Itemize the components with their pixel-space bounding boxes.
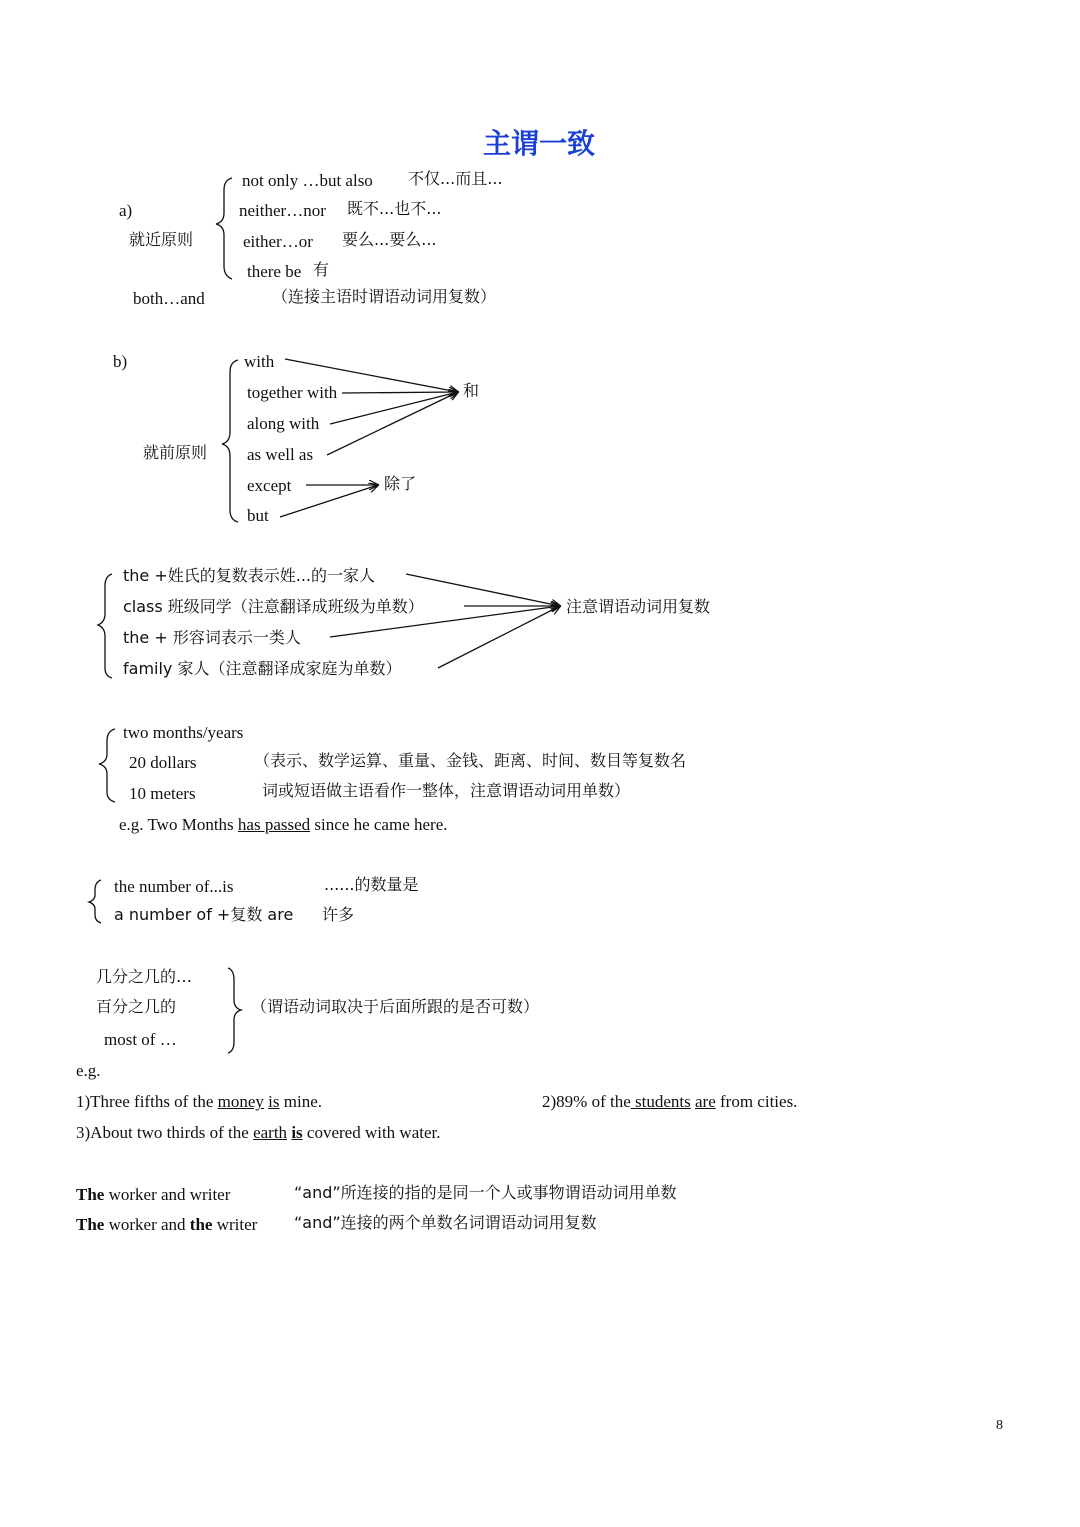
section-b-label: b): [113, 352, 128, 371]
section-e-row2-cn: 许多: [322, 905, 355, 924]
example-verb: are: [695, 1092, 716, 1111]
section-c-target: 注意谓语动词用复数: [566, 597, 711, 616]
example-2: [542, 1093, 797, 1110]
section-c-item: the +姓氏的复数表示姓...的一家人: [123, 566, 376, 585]
example-text: e.g. Two Months: [119, 815, 238, 834]
page-number: 8: [996, 1418, 1003, 1433]
section-a-item-cn: 不仅...而且...: [408, 169, 503, 188]
example-verb: is: [268, 1092, 280, 1111]
section-d-note: （表示、数学运算、重量、金钱、距离、时间、数目等复数名: [254, 751, 687, 770]
arrow-together-with: [342, 392, 458, 393]
section-g-row2-note: “and”连接的两个单数名词谓语动词用复数: [294, 1213, 597, 1232]
brace-b: [222, 360, 238, 522]
section-a-item-en: neither…nor: [239, 201, 326, 220]
arrow-c1: [406, 574, 560, 606]
section-a-principle: 就近原则: [129, 230, 194, 249]
section-d-note: 词或短语做主语看作一整体，注意谓语动词用单数）: [262, 781, 631, 800]
arrow-along-with: [330, 392, 458, 424]
arrow-but: [280, 485, 378, 517]
article-bold: the: [189, 1215, 213, 1234]
section-c-item: family 家人（注意翻译成家庭为单数）: [123, 659, 402, 678]
section-d-item: 10 meters: [129, 784, 196, 803]
page-title: 主谓一致: [483, 127, 596, 160]
section-b-item: except: [247, 476, 292, 495]
section-d-item: two months/years: [123, 723, 244, 742]
brace-f: [228, 968, 241, 1053]
section-b-principle: 就前原则: [143, 443, 208, 462]
section-d-example: [119, 816, 448, 833]
section-d-item: 20 dollars: [129, 753, 197, 772]
example-noun: students: [630, 1092, 691, 1111]
example-text: 1)Three fifths of the: [76, 1092, 218, 1111]
example-text: 2)89% of the: [542, 1092, 631, 1111]
section-b-target-and: 和: [463, 381, 480, 400]
eg-label: e.g.: [76, 1061, 101, 1080]
section-f-item: most of …: [104, 1030, 177, 1049]
section-f-item: 几分之几的…: [96, 967, 193, 986]
section-a-label: a): [119, 201, 133, 220]
brace-c: [98, 574, 112, 678]
both-and-note: （连接主语时谓语动词用复数）: [272, 287, 497, 306]
example-3: [76, 1124, 441, 1141]
section-a-item-cn: 要么...要么...: [342, 230, 437, 249]
section-b-item: along with: [247, 414, 320, 433]
example-text: mine.: [279, 1092, 322, 1111]
example-1: [76, 1093, 322, 1110]
section-c-item: the + 形容词表示一类人: [123, 628, 301, 647]
section-b-target-except: 除了: [384, 474, 417, 493]
example-text: since he came here.: [310, 815, 448, 834]
example-text: 3)About two thirds of the: [76, 1123, 254, 1142]
arrow-c4: [438, 606, 560, 668]
brace-e: [89, 880, 101, 923]
article-bold: The: [76, 1185, 105, 1204]
section-b-item: together with: [247, 383, 338, 402]
section-f-item: 百分之几的: [96, 997, 177, 1016]
section-e-row2-en: a number of +复数 are: [114, 905, 294, 924]
phrase-text: worker and writer: [104, 1185, 231, 1204]
section-e-row1-en: the number of...is: [114, 877, 234, 896]
section-g-row1: [76, 1186, 230, 1203]
section-g-row1-note: “and”所连接的指的是同一个人或事物谓语动词用单数: [294, 1183, 677, 1202]
section-a-item-en: there be: [247, 262, 302, 281]
section-b-item: as well as: [247, 445, 314, 464]
section-g-row2: [76, 1216, 257, 1233]
example-verb: is: [291, 1123, 303, 1142]
example-text: from cities.: [715, 1092, 798, 1111]
phrase-text: worker and: [104, 1215, 190, 1234]
arrow-as-well-as: [327, 392, 458, 455]
section-a-item-cn: 有: [313, 260, 330, 279]
section-a-item-en: not only …but also: [242, 171, 373, 190]
phrase-text: writer: [212, 1215, 258, 1234]
example-text: covered with water.: [302, 1123, 441, 1142]
section-f-note: （谓语动词取决于后面所跟的是否可数）: [251, 997, 540, 1016]
section-a-item-cn: 既不...也不...: [347, 199, 442, 218]
section-b-item: but: [247, 506, 269, 525]
brace-d: [99, 729, 115, 802]
example-noun: earth: [253, 1123, 288, 1142]
brace-a: [216, 178, 232, 279]
example-verb: has passed: [237, 815, 311, 834]
section-e-row1-cn: ......的数量是: [324, 875, 419, 894]
section-c-item: class 班级同学（注意翻译成班级为单数）: [123, 597, 424, 616]
article-bold: The: [76, 1215, 105, 1234]
section-b-item: with: [244, 352, 275, 371]
both-and-text: both…and: [133, 289, 205, 308]
example-noun: money: [217, 1092, 264, 1111]
section-a-item-en: either…or: [243, 232, 313, 251]
